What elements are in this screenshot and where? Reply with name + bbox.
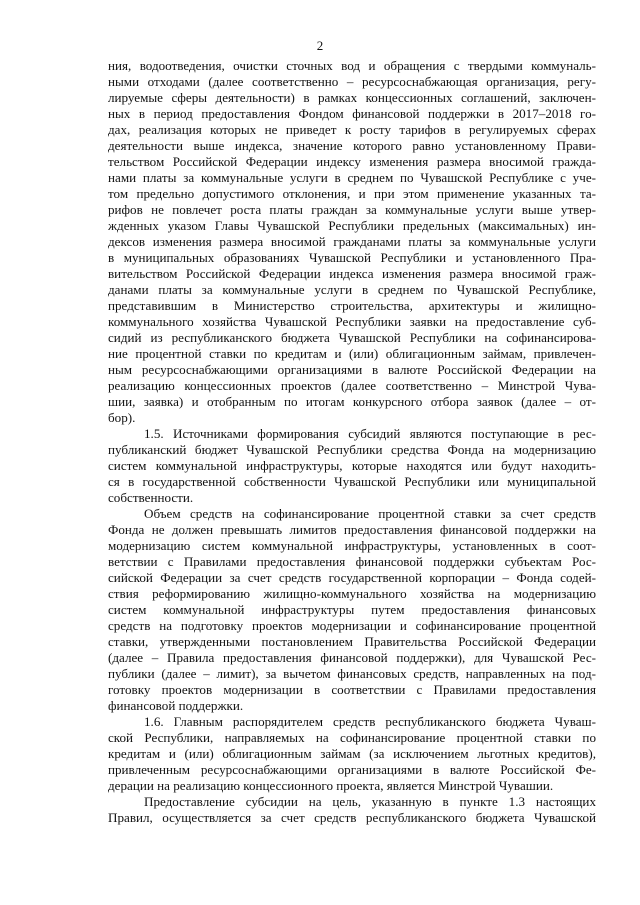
text-line: ными отходами (далее соответственно – ресурсоснабжающая организация, регу- <box>108 74 596 89</box>
text-line: ния, водоотведения, очистки сточных вод и обращения с твердыми коммуналь- <box>108 58 596 73</box>
text-line: систем коммунальной инфраструктуры путем предоставления финансовых <box>108 602 596 617</box>
text-line: 1.6. Главным распорядителем средств республиканского бюджета Чуваш- <box>144 714 596 729</box>
text-line: ветствии с Правилами предоставления финансовой поддержки субъектам Рос- <box>108 554 596 569</box>
text-line: жденных указом Главы Чувашской Республики предельных (максимальных) ин- <box>108 218 596 233</box>
text-line: сийской Федерации за счет средств государственной корпорации – Фонда содей- <box>108 570 596 585</box>
text-line: готовку проектов модернизации в соответствии с Правилами предоставления <box>108 682 596 697</box>
text-line: деятельности выше индекса, значение которого равно установленному Прави- <box>108 138 596 153</box>
text-line: привлеченным ресурсоснабжающими организациями в валюте Российской Фе- <box>108 762 596 777</box>
text-line: дах, реализация которых не приведет к росту тарифов в регулируемых сферах <box>108 122 596 137</box>
text-line: финансовой поддержки. <box>108 698 244 713</box>
text-line: 1.5. Источниками формирования субсидий являются поступающие в рес- <box>144 426 596 441</box>
text-line: ся в государственной собственности Чувашской Республики или муниципальной <box>108 474 596 489</box>
text-line: коммунального хозяйства Чувашской Республики заявки на предоставление суб- <box>108 314 596 329</box>
text-line: Правил, осуществляется за счет средств республиканского бюджета Чувашской <box>108 810 596 825</box>
text-line: дексов изменения размера вносимой гражданами платы за коммунальные услуги <box>108 234 596 249</box>
document-body <box>108 58 596 826</box>
text-line: Фонда не должен превышать лимитов предоставления финансовой поддержки на <box>108 522 596 537</box>
text-line: ставки, утвержденными постановлением Правительства Российской Федерации <box>108 634 596 649</box>
text-line: вительством Российской Федерации индекса изменения размера вносимой граж- <box>108 266 596 281</box>
text-line: представившим в Министерство строительства, архитектуры и жилищно- <box>108 298 596 313</box>
text-line: шии, заявка) и отобранным по итогам конкурсного отбора заявок (далее – от- <box>108 394 596 409</box>
text-line: данами платы за коммунальные услуги в среднем по Чувашской Республике, <box>108 282 596 297</box>
text-line: нами платы за коммунальные услуги в среднем по Чувашской Республике с уче- <box>108 170 596 185</box>
text-line: Предоставление субсидии на цель, указанную в пункте 1.3 настоящих <box>144 794 596 809</box>
text-line: собственности. <box>108 490 194 505</box>
text-line: ствия реформированию жилищно-коммунального хозяйства на модернизацию <box>108 586 596 601</box>
text-line: ской Республики, направляемых на софинансирование процентной ставки по <box>108 730 596 745</box>
text-line: тельством Российской Федерации индексу изменения размера вносимой гражда- <box>108 154 596 169</box>
text-line: публиканский бюджет Чувашской Республики средства Фонда на модернизацию <box>108 442 596 457</box>
text-line: ным ресурсоснабжающими организациями в валюте Российской Федерации на <box>108 362 596 377</box>
text-line: в муниципальных образованиях Чувашской Республики и установленного Пра- <box>108 250 596 265</box>
text-line: лируемые сферы деятельности) в рамках концессионных соглашений, заключен- <box>108 90 596 105</box>
text-line: ние процентной ставки по кредитам и (или) облигационным займам, привлечен- <box>108 346 596 361</box>
text-line: кредитам и (или) облигационным займам (за исключением льготных кредитов), <box>108 746 596 761</box>
text-line: публики (далее – лимит), за вычетом финансовых средств, направленных на под- <box>108 666 596 681</box>
text-line: (далее – Правила предоставления финансовой поддержки), для Чувашской Рес- <box>108 650 596 665</box>
text-line: том предельно допустимого отклонения, и при этом применение указанных та- <box>108 186 596 201</box>
text-line: реализацию концессионных проектов (далее соответственно – Минстрой Чува- <box>108 378 596 393</box>
text-line: дерации на реализацию концессионного проекта, является Минстрой Чувашии. <box>108 778 554 793</box>
text-line: бор). <box>108 410 136 425</box>
text-line: средств на подготовку проектов модернизации и софинансирование процентной <box>108 618 596 633</box>
text-line: систем коммунальной инфраструктуры, которые находятся или будут находить- <box>108 458 596 473</box>
text-line: Объем средств на софинансирование процентной ставки за счет средств <box>144 506 596 521</box>
page-number: 2 <box>316 38 324 53</box>
text-line: рифов не повлечет роста платы граждан за коммунальные услуги выше утвер- <box>108 202 596 217</box>
text-line: сидий из республиканского бюджета Чувашской Республики на софинансирова- <box>108 330 596 345</box>
text-line: модернизацию систем коммунальной инфраструктуры, установленных в соот- <box>108 538 596 553</box>
text-line: ных в период предоставления Фондом финансовой поддержки в 2017–2018 го- <box>108 106 596 121</box>
